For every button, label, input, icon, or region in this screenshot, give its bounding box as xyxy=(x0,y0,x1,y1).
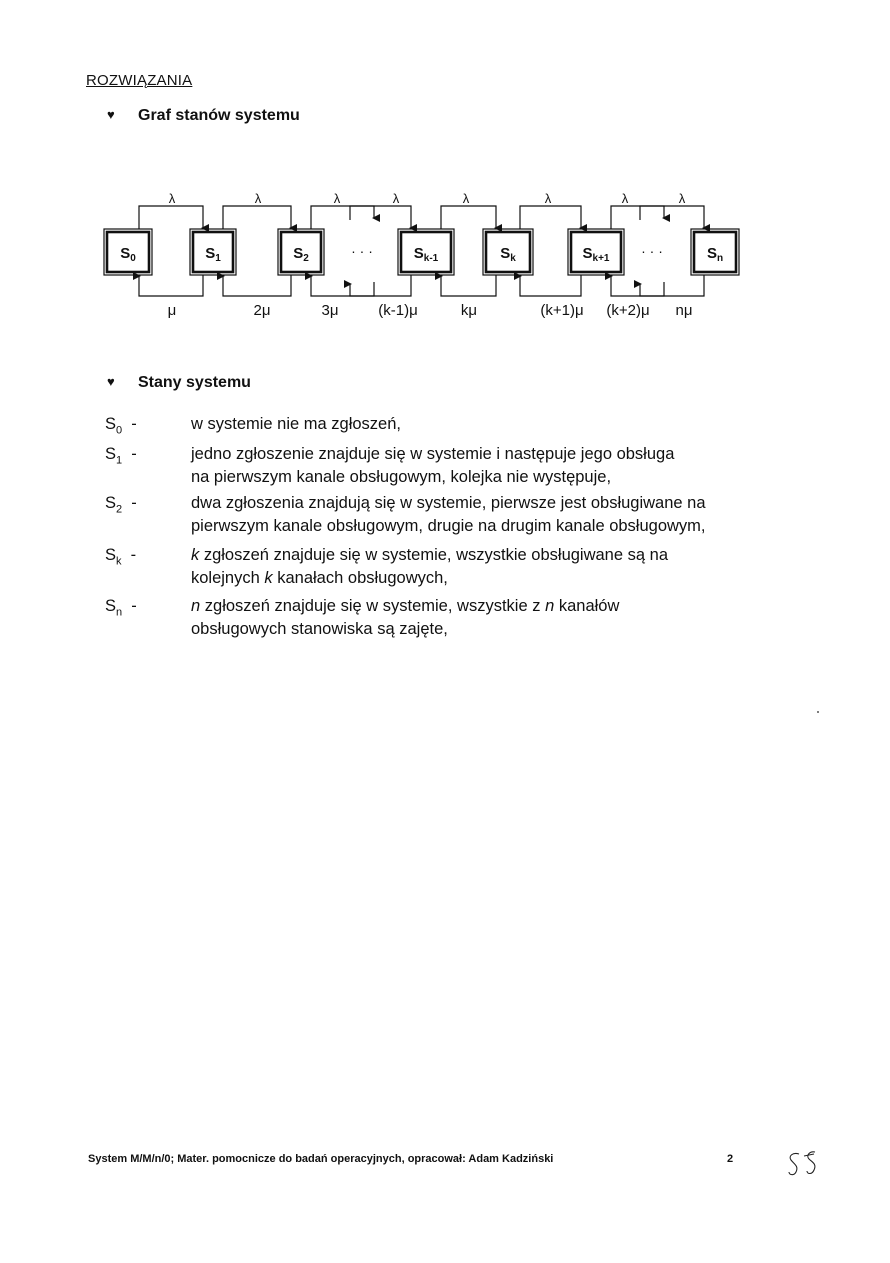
arrival-arc-5 xyxy=(520,206,581,229)
arrival-arc-0 xyxy=(139,206,203,229)
arrival-rate-label-3: λ xyxy=(392,191,400,206)
handwritten-mark xyxy=(785,1148,829,1182)
state-description-text xyxy=(191,413,791,436)
service-arc-6 xyxy=(611,276,664,296)
arrival-arc-6 xyxy=(611,206,664,229)
state-ellipsis-1: · · · xyxy=(641,243,663,259)
arrival-rate-label-4: λ xyxy=(462,191,470,206)
state-description-text xyxy=(191,544,791,590)
description-line: k zgłoszeń znajduje się w systemie, wszystkie obsługiwane są na xyxy=(191,546,669,564)
state-box-1 xyxy=(190,229,236,275)
state-symbol: $S_k$ - xyxy=(105,546,137,568)
arrival-arc-2 xyxy=(311,206,374,229)
service-arc-2 xyxy=(311,276,374,296)
description-line: kolejnych k kanałach obsługowych, xyxy=(191,569,448,587)
state-label: $S_k$ xyxy=(500,245,516,264)
state-box-inner xyxy=(401,232,451,272)
states-title-text: Stany systemu xyxy=(138,374,251,391)
service-rate-label-7: nμ xyxy=(675,302,693,319)
graph-title-text: Graf stanów systemu xyxy=(138,107,300,124)
service-arc-5 xyxy=(520,275,581,296)
state-ellipsis-0: · · · xyxy=(351,243,373,259)
service-rate-label-2: 3μ xyxy=(321,302,339,319)
description-line: jedno zgłoszenie znajduje się w systemie i następuje jego obsługa xyxy=(191,445,675,463)
arrival-rate-label-6: λ xyxy=(621,191,629,206)
state-box-3 xyxy=(398,229,454,275)
heart-bullet-icon: ♥ xyxy=(107,107,115,122)
arrival-rate-label-2: λ xyxy=(333,191,341,206)
arrival-arc-3 xyxy=(350,206,411,228)
arrival-arc-7 xyxy=(640,206,704,228)
description-line: w systemie nie ma zgłoszeń, xyxy=(191,415,401,433)
arrival-arc-1 xyxy=(223,206,291,229)
state-box-0 xyxy=(104,229,152,275)
state-box-4 xyxy=(483,229,533,275)
state-box-inner xyxy=(571,232,621,272)
state-description-text xyxy=(191,595,791,641)
description-line: na pierwszym kanale obsługowym, kolejka nie występuje, xyxy=(191,468,612,486)
service-arc-4 xyxy=(441,275,496,296)
state-symbol: $S_2$ - xyxy=(105,494,137,516)
service-rate-label-3: (k-1)μ xyxy=(378,302,418,319)
page-number: 2 xyxy=(727,1153,734,1165)
state-symbol: $S_0$ - xyxy=(105,415,137,437)
arrival-rate-label-0: λ xyxy=(168,191,176,206)
section-heading: ROZWIĄZANIA xyxy=(86,72,193,89)
section-states-title xyxy=(107,374,507,396)
state-description-text xyxy=(191,443,791,489)
service-rate-label-4: kμ xyxy=(460,302,478,319)
description-line: n zgłoszeń znajduje się w systemie, wszystkie z n kanałów xyxy=(191,597,620,615)
description-line: obsługowych stanowiska są zajęte, xyxy=(191,620,448,638)
state-label: $S_{k+1}$ xyxy=(582,245,610,264)
scan-speck xyxy=(817,711,819,713)
state-symbol: $S_1$ - xyxy=(105,445,137,467)
state-description-text xyxy=(191,492,791,538)
state-graph-diagram xyxy=(0,180,890,325)
service-rate-label-1: 2μ xyxy=(253,302,271,319)
arrival-rate-label-7: λ xyxy=(678,191,686,206)
service-arc-7 xyxy=(640,275,704,296)
page-footer: System M/M/n/0; Mater. pomocnicze do badań operacyjnych, opracował: Adam Kadziński xyxy=(88,1153,554,1165)
heart-bullet-icon: ♥ xyxy=(107,374,115,389)
service-arc-1 xyxy=(223,275,291,296)
description-line: dwa zgłoszenia znajdują się w systemie, pierwsze jest obsługiwane na xyxy=(191,494,706,512)
description-line: pierwszym kanale obsługowym, drugie na drugim kanale obsługowym, xyxy=(191,517,706,535)
state-label: $S_0$ xyxy=(120,245,136,264)
arrival-rate-label-5: λ xyxy=(544,191,552,206)
service-arc-0 xyxy=(139,275,203,296)
state-label: $S_2$ xyxy=(293,245,309,264)
state-label: $S_1$ xyxy=(205,245,221,264)
state-label: $S_n$ xyxy=(706,245,724,264)
service-rate-label-6: (k+2)μ xyxy=(606,302,650,319)
state-symbol: $S_n$ - xyxy=(105,597,137,619)
arrival-arc-4 xyxy=(441,206,496,229)
arrival-rate-label-1: λ xyxy=(254,191,262,206)
service-rate-label-0: μ xyxy=(167,302,177,319)
service-arc-3 xyxy=(350,275,411,296)
section-graph-title xyxy=(107,107,507,129)
state-box-6 xyxy=(691,229,739,275)
state-box-2 xyxy=(278,229,324,275)
state-label: $S_{k-1}$ xyxy=(413,245,439,264)
state-box-5 xyxy=(568,229,624,275)
service-rate-label-5: (k+1)μ xyxy=(540,302,584,319)
